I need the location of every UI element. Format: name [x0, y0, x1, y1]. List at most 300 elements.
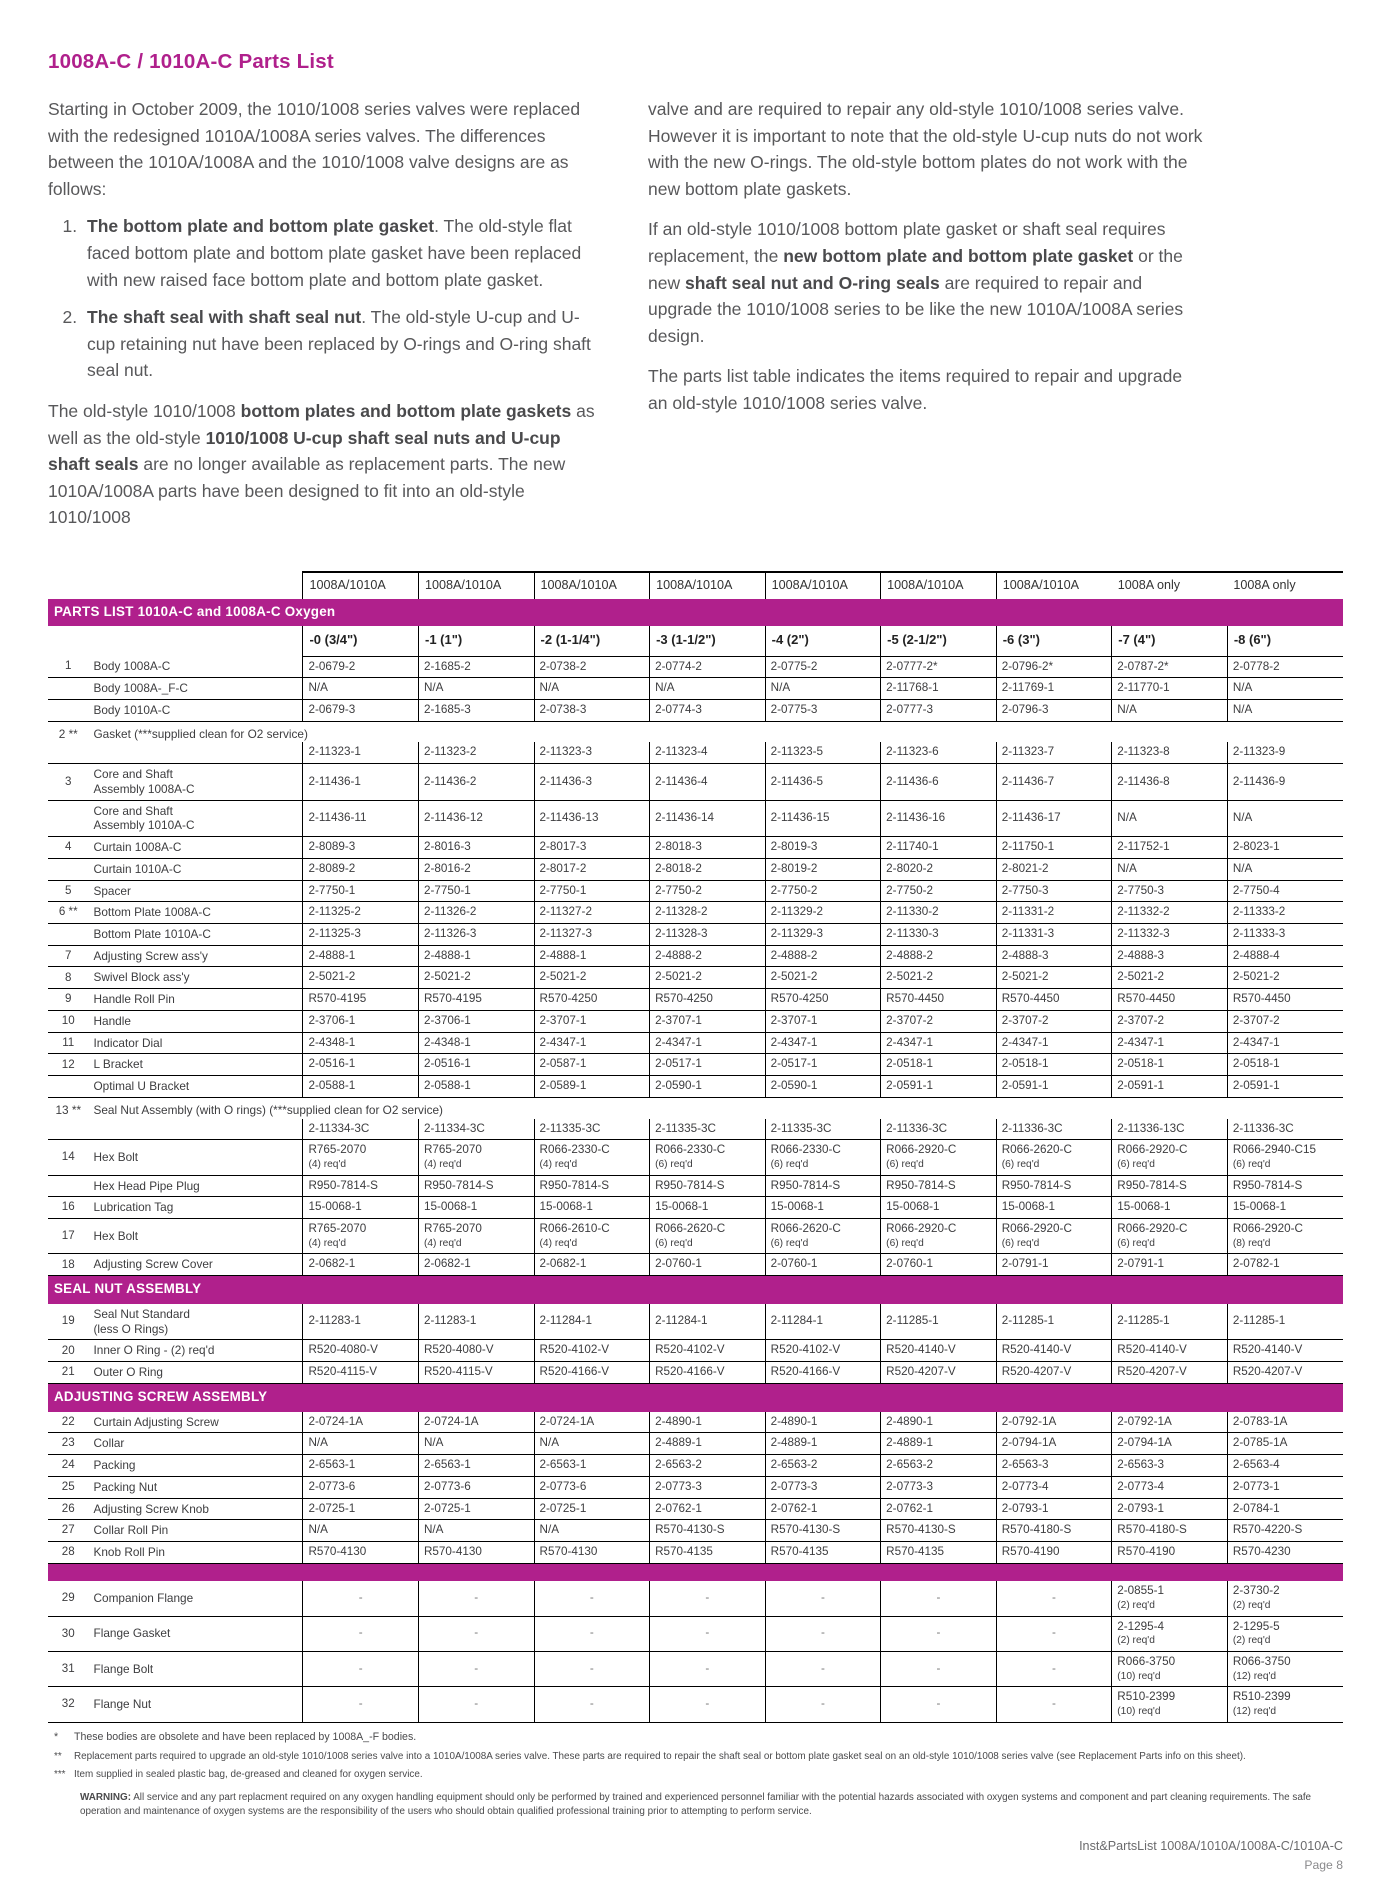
table-row [48, 1362, 1343, 1384]
item-number [48, 1076, 89, 1098]
part-number-cell: 2-11284-1 [765, 1304, 881, 1340]
part-number-cell: - [418, 1651, 534, 1686]
part-number-cell: 2-11323-7 [996, 742, 1112, 763]
part-number-cell: - [765, 1581, 881, 1616]
part-number-cell: 2-11323-8 [1112, 742, 1228, 763]
quantity-required: (10) req'd [1117, 1705, 1161, 1717]
part-number-cell: 2-11323-9 [1227, 742, 1343, 763]
table-row [48, 656, 1343, 678]
part-number-cell: 2-3707-2 [996, 1010, 1112, 1032]
part-number-cell: 2-4888-3 [1112, 945, 1228, 967]
part-number-cell: 2-7750-2 [650, 880, 766, 902]
part-number-cell: R520-4140-V [1227, 1340, 1343, 1362]
item-description: Flange Gasket [89, 1616, 303, 1651]
table-row [48, 1455, 1343, 1477]
table-row [48, 1054, 1343, 1076]
item-number: 2 ** [58, 726, 78, 741]
part-number-cell: - [418, 1581, 534, 1616]
text-fragment: as well as the old-style [48, 400, 595, 448]
quantity-required: (6) req'd [770, 1237, 809, 1249]
table-row [48, 989, 1343, 1011]
item-number: 14 [48, 1140, 89, 1175]
part-number-cell: 2-4888-1 [303, 945, 419, 967]
spacer-cell [48, 626, 89, 656]
part-number-cell: - [881, 1616, 997, 1651]
table-row [48, 1498, 1343, 1520]
part-number-cell: 2-4888-1 [418, 945, 534, 967]
part-number-cell: 2-0591-1 [1227, 1076, 1343, 1098]
part-number-cell: 2-0762-1 [765, 1498, 881, 1520]
part-number-cell: 2-1295-4 (2) req'd [1112, 1616, 1228, 1651]
table-row [48, 1119, 1343, 1140]
item-description [89, 1119, 303, 1140]
part-number-cell: 2-0591-1 [996, 1076, 1112, 1098]
part-number-cell: 2-11331-3 [996, 923, 1112, 945]
part-number-cell: 2-11283-1 [303, 1304, 419, 1340]
part-number-cell: R520-4102-V [534, 1340, 650, 1362]
part-number-cell: N/A [418, 1520, 534, 1542]
part-number-cell: 2-4888-2 [650, 945, 766, 967]
item-number [48, 1119, 89, 1140]
part-number-cell: N/A [418, 1433, 534, 1455]
part-number-cell: 2-11325-2 [303, 902, 419, 924]
list-item-bold: The shaft seal with shaft seal nut [87, 307, 362, 328]
text-fragment: are no longer available as replacement parts. The new 1010A/1008A parts have been designed to fit into an old-style 1010/1008 [48, 454, 566, 528]
part-number-cell: 2-0590-1 [765, 1076, 881, 1098]
part-number-cell: R570-4195 [418, 989, 534, 1011]
part-number-cell: 2-6563-2 [881, 1455, 997, 1477]
part-number-cell: 2-1295-5 (2) req'd [1227, 1616, 1343, 1651]
part-number-cell: 2-5021-2 [650, 967, 766, 989]
item-number: 1 [48, 656, 89, 678]
part-number-cell: 2-0517-1 [765, 1054, 881, 1076]
part-number-cell: 2-11436-15 [765, 800, 881, 836]
part-number-cell: N/A [303, 1520, 419, 1542]
part-number-cell: R066-2620-C (6) req'd [765, 1219, 881, 1254]
quantity-required: (4) req'd [308, 1237, 347, 1249]
part-number-cell: 15-0068-1 [534, 1197, 650, 1219]
part-number-cell: 2-0773-3 [881, 1476, 997, 1498]
quantity-required: (2) req'd [1232, 1599, 1271, 1611]
part-number-cell: 2-8020-2 [881, 858, 997, 880]
item-number [48, 700, 89, 722]
table-row [48, 1542, 1343, 1564]
part-number-cell: 2-11323-5 [765, 742, 881, 763]
part-number-cell: N/A [1227, 800, 1343, 836]
part-number-cell: 2-11325-3 [303, 923, 419, 945]
footnote-text: Replacement parts required to upgrade an old-style 1010/1008 series valve into a 1010A/1008A series valve. These parts are required to repair the shaft seal or bottom plate gasket seal on an old-style 1010/1008 series valve (see Replacement Parts info on this sheet). [74, 1750, 1246, 1762]
part-number-cell: - [303, 1687, 419, 1722]
part-number-cell: 2-11436-2 [418, 764, 534, 800]
part-number-cell: 15-0068-1 [881, 1197, 997, 1219]
part-number-cell: - [765, 1616, 881, 1651]
part-number-cell: R950-7814-S [881, 1175, 997, 1197]
item-number: 30 [48, 1616, 89, 1651]
part-number-cell: R520-4102-V [765, 1340, 881, 1362]
part-number-cell: 2-0796-3 [996, 700, 1112, 722]
part-number-cell: 2-11329-2 [765, 902, 881, 924]
part-number-cell: N/A [534, 1433, 650, 1455]
part-number-cell: R570-4450 [881, 989, 997, 1011]
item-number: 28 [48, 1542, 89, 1564]
part-number-cell: R520-4140-V [996, 1340, 1112, 1362]
section-banner-label [48, 1563, 1343, 1581]
part-number-cell: - [881, 1581, 997, 1616]
part-number-cell: R066-2330-C (6) req'd [765, 1140, 881, 1175]
item-number [48, 742, 89, 763]
part-number-cell: 2-0516-1 [418, 1054, 534, 1076]
part-number-cell: R520-4207-V [1112, 1362, 1228, 1384]
part-number-cell: 2-11283-1 [418, 1304, 534, 1340]
part-number-cell: 2-0796-2* [996, 656, 1112, 678]
part-number-cell: N/A [650, 678, 766, 700]
part-number-cell: R570-4250 [765, 989, 881, 1011]
part-number-cell: R950-7814-S [765, 1175, 881, 1197]
part-number-cell: 2-11436-17 [996, 800, 1112, 836]
part-number-cell: R570-4190 [1112, 1542, 1228, 1564]
part-number-cell: - [303, 1581, 419, 1616]
part-number-cell: 2-8089-3 [303, 837, 419, 859]
part-number-cell: 2-4347-1 [534, 1032, 650, 1054]
part-number-cell: 2-11336-3C [996, 1119, 1112, 1140]
part-number-cell: 2-3707-2 [1112, 1010, 1228, 1032]
part-number-cell: 2-4888-2 [881, 945, 997, 967]
part-number-cell: 2-8016-3 [418, 837, 534, 859]
part-number-cell: 2-11336-3C [881, 1119, 997, 1140]
part-number-cell: R520-4166-V [765, 1362, 881, 1384]
list-item-rest: . The old-style U-cup and U-cup retaining nut have been replaced by O-rings and O-ring shaft seal nut. [87, 307, 591, 381]
part-number-cell: 2-11333-3 [1227, 923, 1343, 945]
table-row [48, 742, 1343, 763]
intro-right-paragraph-1: valve and are required to repair any old-style 1010/1008 series valve. However it is important to note that the old-style U-cup nuts do not work with the new O-rings. The old-style bottom plates do not work with the new bottom plate gaskets. [648, 99, 1203, 199]
part-number-cell: - [996, 1616, 1112, 1651]
part-number-cell: 2-0793-1 [996, 1498, 1112, 1520]
part-number-cell: 2-0517-1 [650, 1054, 766, 1076]
column-group-label: 1008A/1010A [303, 572, 419, 599]
part-number-cell: 2-11436-12 [418, 800, 534, 836]
part-number-cell: 2-0775-3 [765, 700, 881, 722]
part-number-cell: R570-4130-S [765, 1520, 881, 1542]
part-number-cell: 2-7750-1 [534, 880, 650, 902]
part-number-cell: 2-11436-8 [1112, 764, 1228, 800]
table-row [48, 1032, 1343, 1054]
part-number-cell: R765-2070 (4) req'd [418, 1140, 534, 1175]
part-number-cell: 2-5021-2 [418, 967, 534, 989]
footer-document-id: Inst&PartsList 1008A/1010A/1008A-C/1010A-C [1079, 1839, 1343, 1854]
table-row [48, 1076, 1343, 1098]
part-number-cell: R066-2610-C (4) req'd [534, 1219, 650, 1254]
quantity-required: (6) req'd [886, 1237, 924, 1249]
part-number-cell: R570-4450 [1112, 989, 1228, 1011]
part-number-cell: N/A [765, 678, 881, 700]
table-note-row [48, 1097, 1343, 1118]
part-number-cell: - [418, 1616, 534, 1651]
quantity-required: (10) req'd [1117, 1670, 1161, 1682]
quantity-required: (6) req'd [1001, 1237, 1040, 1249]
part-number-cell: 2-7750-2 [765, 880, 881, 902]
item-description: Flange Nut [89, 1687, 303, 1722]
part-number-cell: 2-11326-3 [418, 923, 534, 945]
table-row [48, 1140, 1343, 1175]
table-row [48, 1581, 1343, 1616]
part-number-cell: R520-4080-V [303, 1340, 419, 1362]
part-number-cell: 2-0760-1 [881, 1254, 997, 1276]
item-description: Body 1010A-C [89, 700, 303, 722]
part-number-cell: 2-4347-1 [650, 1032, 766, 1054]
part-number-cell: 2-5021-2 [881, 967, 997, 989]
part-number-cell: - [996, 1581, 1112, 1616]
part-number-cell: 2-11323-2 [418, 742, 534, 763]
part-number-cell: 2-0738-2 [534, 656, 650, 678]
part-number-cell: - [881, 1687, 997, 1722]
part-number-cell: - [650, 1616, 766, 1651]
part-number-cell: 2-4348-1 [418, 1032, 534, 1054]
part-number-cell: - [534, 1616, 650, 1651]
parts-table-body [48, 572, 1343, 1722]
part-number-cell: N/A [1112, 858, 1228, 880]
part-number-cell: 2-0760-1 [765, 1254, 881, 1276]
part-number-cell: 2-11436-1 [303, 764, 419, 800]
part-number-cell: 2-4889-1 [881, 1433, 997, 1455]
item-description: Curtain 1010A-C [89, 858, 303, 880]
part-number-cell: R066-2620-C (6) req'd [996, 1140, 1112, 1175]
quantity-required: (12) req'd [1232, 1670, 1277, 1682]
warning-note [48, 1791, 1343, 1819]
item-description: Collar [89, 1433, 303, 1455]
part-number-cell: R570-4250 [534, 989, 650, 1011]
part-number-cell: 2-0793-1 [1112, 1498, 1228, 1520]
intro-right-paragraph-3: The parts list table indicates the items required to repair and upgrade an old-style 1010/1008 series valve. [648, 366, 1183, 413]
part-number-cell: 2-0589-1 [534, 1076, 650, 1098]
part-number-cell: 2-0762-1 [650, 1498, 766, 1520]
part-number-cell: 2-11284-1 [650, 1304, 766, 1340]
part-number-cell: N/A [1227, 678, 1343, 700]
text-fragment: or the new [648, 245, 1183, 293]
part-number-cell: 2-0778-2 [1227, 656, 1343, 678]
part-number-cell: 2-11329-3 [765, 923, 881, 945]
part-number-cell: 2-11327-3 [534, 923, 650, 945]
quantity-required: (2) req'd [1117, 1599, 1155, 1611]
column-group-label: 1008A only [1112, 572, 1228, 599]
part-number-cell: 2-0724-1A [303, 1412, 419, 1433]
spacer-cell [89, 626, 303, 656]
table-row [48, 967, 1343, 989]
quantity-required: (8) req'd [1232, 1237, 1271, 1249]
column-group-label: 1008A/1010A [418, 572, 534, 599]
part-number-cell: 2-4889-1 [650, 1433, 766, 1455]
size-column-header: -5 (2-1/2") [881, 626, 997, 656]
table-row [48, 1412, 1343, 1433]
part-number-cell: 2-8019-3 [765, 837, 881, 859]
part-number-cell: 2-4888-2 [765, 945, 881, 967]
intro-right-paragraph-2 [648, 216, 1204, 349]
part-number-cell: R520-4080-V [418, 1340, 534, 1362]
part-number-cell: 2-0738-3 [534, 700, 650, 722]
part-number-cell: 2-8018-2 [650, 858, 766, 880]
quantity-required: (6) req'd [655, 1237, 693, 1249]
part-number-cell: 2-4890-1 [650, 1412, 766, 1433]
item-number [48, 800, 89, 836]
item-description: Handle Roll Pin [89, 989, 303, 1011]
item-number: 16 [48, 1197, 89, 1219]
part-number-cell: 2-4347-1 [1112, 1032, 1228, 1054]
part-number-cell: - [881, 1651, 997, 1686]
section-banner-label: SEAL NUT ASSEMBLY [48, 1276, 1343, 1304]
part-number-cell: 2-11285-1 [1227, 1304, 1343, 1340]
item-number: 20 [48, 1340, 89, 1362]
part-number-cell: 2-8017-2 [534, 858, 650, 880]
part-number-cell: R520-4115-V [303, 1362, 419, 1384]
part-number-cell: 2-0682-1 [418, 1254, 534, 1276]
table-row [48, 1304, 1343, 1340]
part-number-cell: 2-0518-1 [881, 1054, 997, 1076]
part-number-cell: R950-7814-S [1112, 1175, 1228, 1197]
page-title: 1008A-C / 1010A-C Parts List [48, 50, 334, 73]
part-number-cell: 2-6563-3 [996, 1455, 1112, 1477]
section-banner-label: ADJUSTING SCREW ASSEMBLY [48, 1383, 1343, 1411]
column-group-label: 1008A/1010A [765, 572, 881, 599]
part-number-cell: 2-0791-1 [1112, 1254, 1228, 1276]
part-number-cell: N/A [1112, 800, 1228, 836]
item-description [89, 742, 303, 763]
part-number-cell: 15-0068-1 [996, 1197, 1112, 1219]
part-number-cell: 2-8023-1 [1227, 837, 1343, 859]
part-number-cell: 2-6563-3 [1112, 1455, 1228, 1477]
part-number-cell: 2-7750-3 [996, 880, 1112, 902]
item-description: Adjusting Screw Cover [89, 1254, 303, 1276]
footnote-text: These bodies are obsolete and have been replaced by 1008A_-F bodies. [74, 1730, 417, 1743]
table-row [48, 1476, 1343, 1498]
parts-list-banner-label: PARTS LIST 1010A-C and 1008A-C Oxygen [48, 599, 1343, 627]
part-number-cell: 2-8089-2 [303, 858, 419, 880]
part-number-cell: 2-3706-1 [303, 1010, 419, 1032]
size-column-header: -2 (1-1/4") [534, 626, 650, 656]
part-number-cell: R570-4450 [1227, 989, 1343, 1011]
part-number-cell: 2-0724-1A [534, 1412, 650, 1433]
item-description: Inner O Ring - (2) req'd [89, 1340, 303, 1362]
table-row [48, 1520, 1343, 1542]
part-number-cell: R570-4130 [303, 1542, 419, 1564]
footnote [48, 1750, 1343, 1764]
item-description: Collar Roll Pin [89, 1520, 303, 1542]
part-number-cell: R520-4102-V [650, 1340, 766, 1362]
table-note-row [48, 721, 1343, 742]
list-item [82, 304, 604, 384]
part-number-cell: R520-4140-V [1112, 1340, 1228, 1362]
spacer-cell [89, 572, 303, 599]
part-number-cell: 2-0773-6 [418, 1476, 534, 1498]
part-number-cell: 2-11330-2 [881, 902, 997, 924]
part-number-cell: 2-3730-2 (2) req'd [1227, 1581, 1343, 1616]
part-number-cell: R570-4195 [303, 989, 419, 1011]
part-number-cell: 2-6563-4 [1227, 1455, 1343, 1477]
part-number-cell: N/A [1227, 858, 1343, 880]
item-description-note: Seal Nut Assembly (with O rings) (***supplied clean for O2 service) [93, 1102, 443, 1117]
spacer-cell [48, 572, 89, 599]
part-number-cell: R066-2920-C (8) req'd [1227, 1219, 1343, 1254]
item-description: Core and Shaft Assembly 1010A-C [89, 800, 303, 836]
part-number-cell: 2-4890-1 [765, 1412, 881, 1433]
part-number-cell: 2-11285-1 [996, 1304, 1112, 1340]
size-column-header: -7 (4") [1112, 626, 1228, 656]
part-number-cell: 2-3707-2 [881, 1010, 997, 1032]
size-column-header: -0 (3/4") [303, 626, 419, 656]
part-number-cell: 2-0725-1 [534, 1498, 650, 1520]
part-number-cell: 2-11436-6 [881, 764, 997, 800]
part-number-cell: - [303, 1651, 419, 1686]
item-number: 7 [48, 945, 89, 967]
quantity-required: (2) req'd [1232, 1635, 1271, 1647]
footnote-marker: ** [54, 1750, 62, 1762]
quantity-required: (6) req'd [770, 1158, 809, 1170]
item-description: Packing Nut [89, 1476, 303, 1498]
item-number: 21 [48, 1362, 89, 1384]
part-number-cell: - [650, 1687, 766, 1722]
part-number-cell: R570-4130 [418, 1542, 534, 1564]
part-number-cell: 2-11284-1 [534, 1304, 650, 1340]
part-number-cell: 2-11333-2 [1227, 902, 1343, 924]
part-number-cell: 2-4348-1 [303, 1032, 419, 1054]
part-number-cell: 2-0777-2* [881, 656, 997, 678]
footnote-marker: * [54, 1730, 59, 1743]
part-number-cell: 2-0518-1 [996, 1054, 1112, 1076]
quantity-required: (6) req'd [1117, 1158, 1155, 1170]
part-number-cell: 2-11740-1 [881, 837, 997, 859]
part-number-cell: 2-0516-1 [303, 1054, 419, 1076]
part-number-cell: 2-7750-3 [1112, 880, 1228, 902]
part-number-cell: 2-11334-3C [418, 1119, 534, 1140]
part-number-cell: 2-5021-2 [996, 967, 1112, 989]
parts-list-banner-row [48, 599, 1343, 627]
part-number-cell: 2-5021-2 [1227, 967, 1343, 989]
part-number-cell: 2-7750-2 [881, 880, 997, 902]
part-number-cell: R570-4220-S [1227, 1520, 1343, 1542]
part-number-cell: 2-3707-1 [765, 1010, 881, 1032]
part-number-cell: N/A [418, 678, 534, 700]
part-number-cell: 2-8018-3 [650, 837, 766, 859]
part-number-cell: R950-7814-S [1227, 1175, 1343, 1197]
part-number-cell: 2-11335-3C [650, 1119, 766, 1140]
item-description: Curtain Adjusting Screw [89, 1412, 303, 1433]
item-number: 17 [48, 1219, 89, 1254]
part-number-cell: R066-2920-C (6) req'd [996, 1219, 1112, 1254]
part-number-cell: 2-0787-2* [1112, 656, 1228, 678]
part-number-cell: 2-7750-4 [1227, 880, 1343, 902]
part-number-cell: 2-0774-3 [650, 700, 766, 722]
item-description: Curtain 1008A-C [89, 837, 303, 859]
part-number-cell: 2-8019-2 [765, 858, 881, 880]
part-number-cell: 2-11332-3 [1112, 923, 1228, 945]
item-description: Adjusting Screw ass'y [89, 945, 303, 967]
table-row [48, 858, 1343, 880]
part-number-cell: 2-0792-1A [996, 1412, 1112, 1433]
part-number-cell: R066-2330-C (4) req'd [534, 1140, 650, 1175]
part-number-cell: 2-5021-2 [303, 967, 419, 989]
item-number [48, 1175, 89, 1197]
part-number-cell: 2-6563-1 [534, 1455, 650, 1477]
part-number-cell: R066-3750 (12) req'd [1227, 1651, 1343, 1686]
part-number-cell: R510-2399 (10) req'd [1112, 1687, 1228, 1722]
item-description: Hex Head Pipe Plug [89, 1175, 303, 1197]
part-number-cell: 2-11436-14 [650, 800, 766, 836]
part-number-cell: R570-4130-S [881, 1520, 997, 1542]
part-number-cell: 2-0679-3 [303, 700, 419, 722]
item-number: 10 [48, 1010, 89, 1032]
part-number-cell: 2-0588-1 [418, 1076, 534, 1098]
table-row [48, 700, 1343, 722]
part-number-cell: 2-0791-1 [996, 1254, 1112, 1276]
part-number-cell: 2-11750-1 [996, 837, 1112, 859]
